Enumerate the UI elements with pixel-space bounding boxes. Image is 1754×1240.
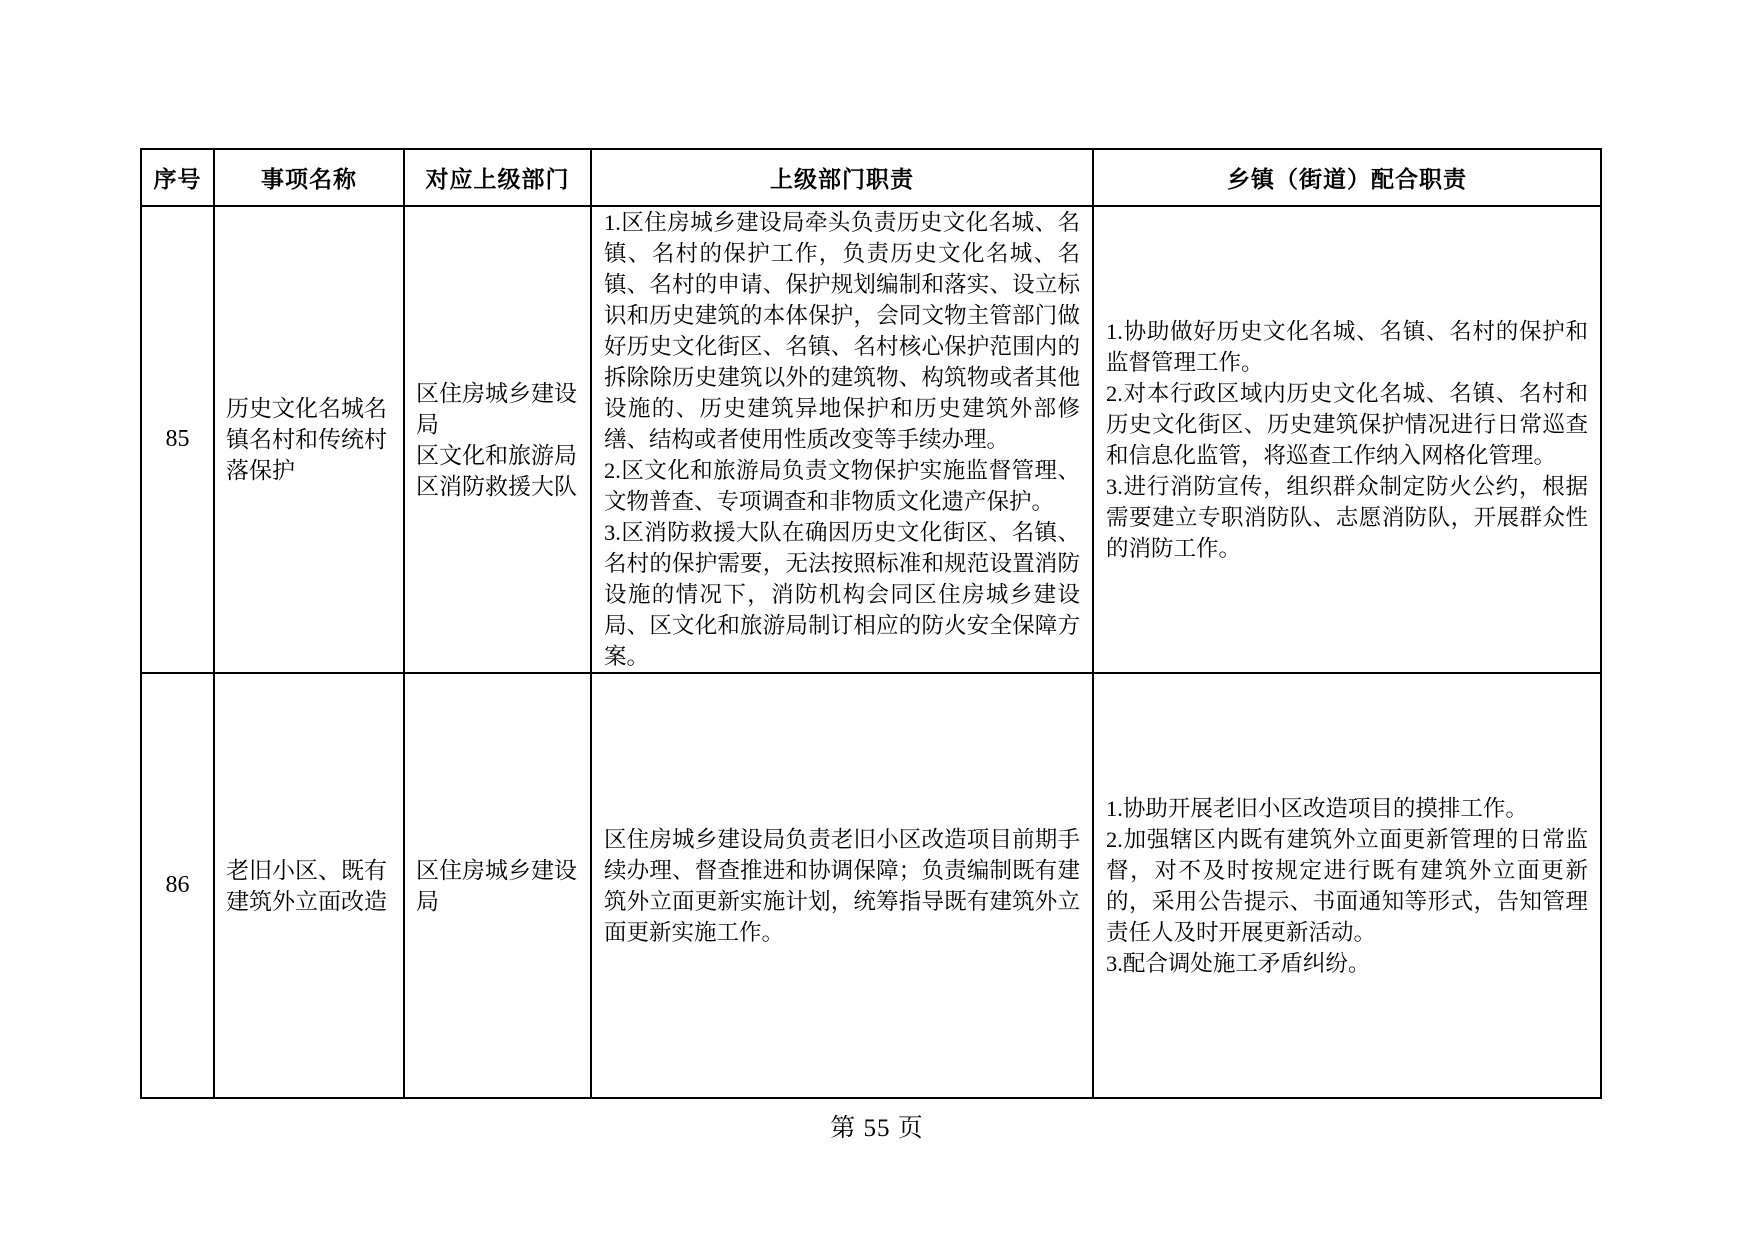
department-line: 区文化和旅游局 <box>416 442 577 468</box>
item-name-text: 历史文化名城名镇名村和传统村落保护 <box>226 396 387 483</box>
header-cell-town-duty: 乡镇（街道）配合职责 <box>1093 149 1601 206</box>
duty-paragraph: 2.区文化和旅游局负责文物保护实施监督管理、文物普查、专项调查和非物质文化遗产保护。 <box>604 458 1080 514</box>
department-line: 区住房城乡建设局 <box>416 857 577 914</box>
row-86-town-duties <box>1093 673 1601 1098</box>
duty-paragraph: 1.区住房城乡建设局牵头负责历史文化名城、名镇、名村的保护工作，负责历史文化名城、名镇、名村的申请、保护规划编制和落实、设立标识和历史建筑的本体保护，会同文物主管部门做好历史文化街区、名镇、名村核心保护范围内的拆除除历史建筑以外的建筑物、构筑物或者其他设施的、历史建筑异地保护和历史建筑外部修缮、结构或者使用性质改变等手续办理。 <box>604 210 1080 452</box>
row-86-number: 86 <box>141 673 214 1098</box>
row-86-departments <box>404 673 591 1098</box>
table-header-row <box>141 149 1601 206</box>
duty-paragraph: 3.区消防救援大队在确因历史文化街区、名镇、名村的保护需要，无法按照标准和规范设置消防设施的情况下，消防机构会同区住房城乡建设局、区文化和旅游局制订相应的防火安全保障方案。 <box>604 520 1080 669</box>
row-85-number: 85 <box>141 206 214 673</box>
duty-paragraph: 1.协助做好历史文化名城、名镇、名村的保护和监督管理工作。 <box>1106 318 1588 375</box>
row-86-superior-duties <box>591 673 1093 1098</box>
page-number: 第 55 页 <box>830 1115 924 1142</box>
item-name-text: 老旧小区、既有建筑外立面改造 <box>226 857 387 914</box>
row-85-departments <box>404 206 591 673</box>
duty-paragraph: 2.对本行政区域内历史文化名城、名镇、名村和历史文化街区、历史建筑保护情况进行日常巡查和信息化监管，将巡查工作纳入网格化管理。 <box>1106 380 1588 468</box>
duty-paragraph: 2.加强辖区内既有建筑外立面更新管理的日常监督，对不及时按规定进行既有建筑外立面更新的，采用公告提示、书面通知等形式，告知管理责任人及时开展更新活动。 <box>1106 826 1588 945</box>
row-85-item-name <box>214 206 404 673</box>
header-cell-name: 事项名称 <box>214 149 404 206</box>
header-cell-department: 对应上级部门 <box>404 149 591 206</box>
duty-paragraph: 1.协助开展老旧小区改造项目的摸排工作。 <box>1106 795 1528 821</box>
responsibilities-table <box>140 148 1602 1099</box>
duty-paragraph: 3.进行消防宣传，组织群众制定防火公约，根据需要建立专职消防队、志愿消防队，开展群众性的消防工作。 <box>1106 473 1588 561</box>
duty-paragraph: 区住房城乡建设局负责老旧小区改造项目前期手续办理、督查推进和协调保障；负责编制既有建筑外立面更新实施计划，统筹指导既有建筑外立面更新实施工作。 <box>604 826 1080 945</box>
row-85-superior-duties <box>591 206 1093 673</box>
row-86-item-name <box>214 673 404 1098</box>
table-row-85 <box>141 206 1601 673</box>
header-cell-no: 序号 <box>141 149 214 206</box>
table-row-86 <box>141 673 1601 1098</box>
row-85-town-duties <box>1093 206 1601 673</box>
department-line: 区消防救援大队 <box>416 473 577 499</box>
duty-paragraph: 3.配合调处施工矛盾纠纷。 <box>1106 950 1371 976</box>
department-line: 区住房城乡建设局 <box>416 380 577 437</box>
header-cell-superior-duty: 上级部门职责 <box>591 149 1093 206</box>
